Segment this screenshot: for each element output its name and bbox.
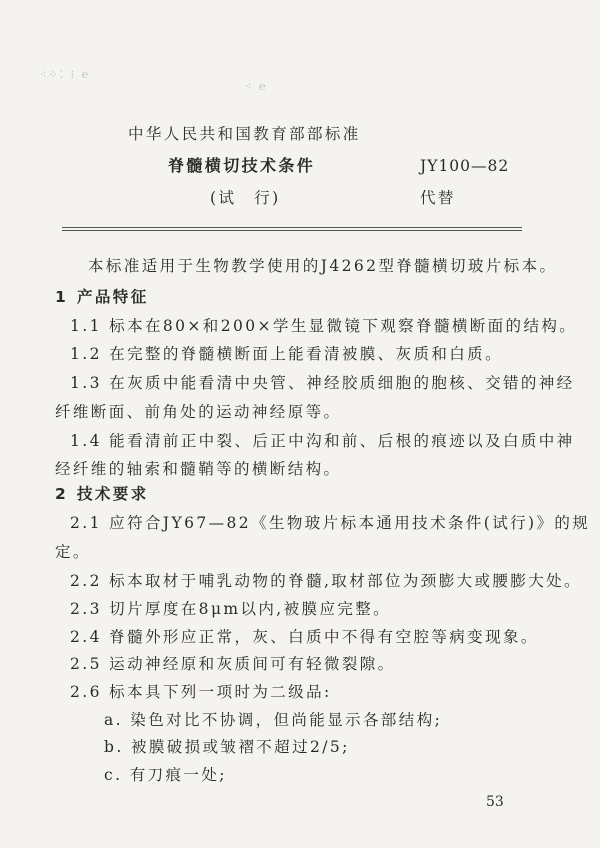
scan-smudge: ⁖ ℮: [245, 80, 268, 93]
scan-smudge: ⁖⁘⁚ ⁝ ℮: [40, 68, 91, 81]
sub-item: b. 被膜破损或皱褶不超过2/5;: [104, 738, 350, 756]
clause: 1.4 能看清前正中裂、后正中沟和前、后根的痕迹以及白质中神: [70, 432, 575, 450]
clause: 2.1 应符合JY67—82《生物玻片标本通用技术条件(试行)》的规: [70, 514, 591, 532]
standard-code: JY100—82: [420, 157, 510, 175]
divider: [62, 227, 522, 228]
clause: 2.6 标本具下列一项时为二级品:: [70, 683, 332, 701]
sub-item: c. 有刀痕一处;: [104, 766, 227, 784]
document-title: 脊髓横切技术条件: [168, 156, 316, 175]
page-number: 53: [486, 794, 504, 810]
section-number: 1: [55, 288, 69, 306]
clause-continuation: 定。: [55, 543, 91, 561]
clause: 1.2 在完整的脊髓横断面上能看清被膜、灰质和白质。: [70, 345, 503, 363]
divider: [62, 230, 522, 231]
intro-paragraph: 本标准适用于生物教学使用的J4262型脊髓横切玻片标本。: [88, 257, 558, 275]
section-heading: 产品特征: [77, 288, 149, 306]
clause: 2.3 切片厚度在8μm以内,被膜应完整。: [70, 600, 392, 618]
issuer-line: 中华人民共和国教育部部标准: [128, 125, 361, 143]
clause: 2.4 脊髓外形应正常，灰、白质中不得有空腔等病变现象。: [70, 628, 539, 646]
clause-continuation: 经纤维的轴索和髓鞘等的横断结构。: [55, 460, 342, 478]
clause: 2.5 运动神经原和灰质间可有轻微裂隙。: [70, 655, 396, 673]
clause-continuation: 纤维断面、前角处的运动神经原等。: [55, 403, 342, 421]
clause: 1.1 标本在80×和200×学生显微镜下观察脊髓横断面的结构。: [70, 317, 578, 335]
sub-item: a. 染色对比不协调，但尚能显示各部结构;: [104, 711, 443, 729]
section-heading: 技术要求: [77, 485, 149, 503]
replaces-label: 代替: [420, 189, 456, 207]
section-number: 2: [55, 485, 69, 503]
clause: 2.2 标本取材于哺乳动物的脊髓,取材部位为颈膨大或腰膨大处。: [70, 572, 582, 590]
trial-label: (试 行): [210, 189, 281, 207]
clause: 1.3 在灰质中能看清中央管、神经胶质细胞的胞核、交错的神经: [70, 374, 575, 392]
